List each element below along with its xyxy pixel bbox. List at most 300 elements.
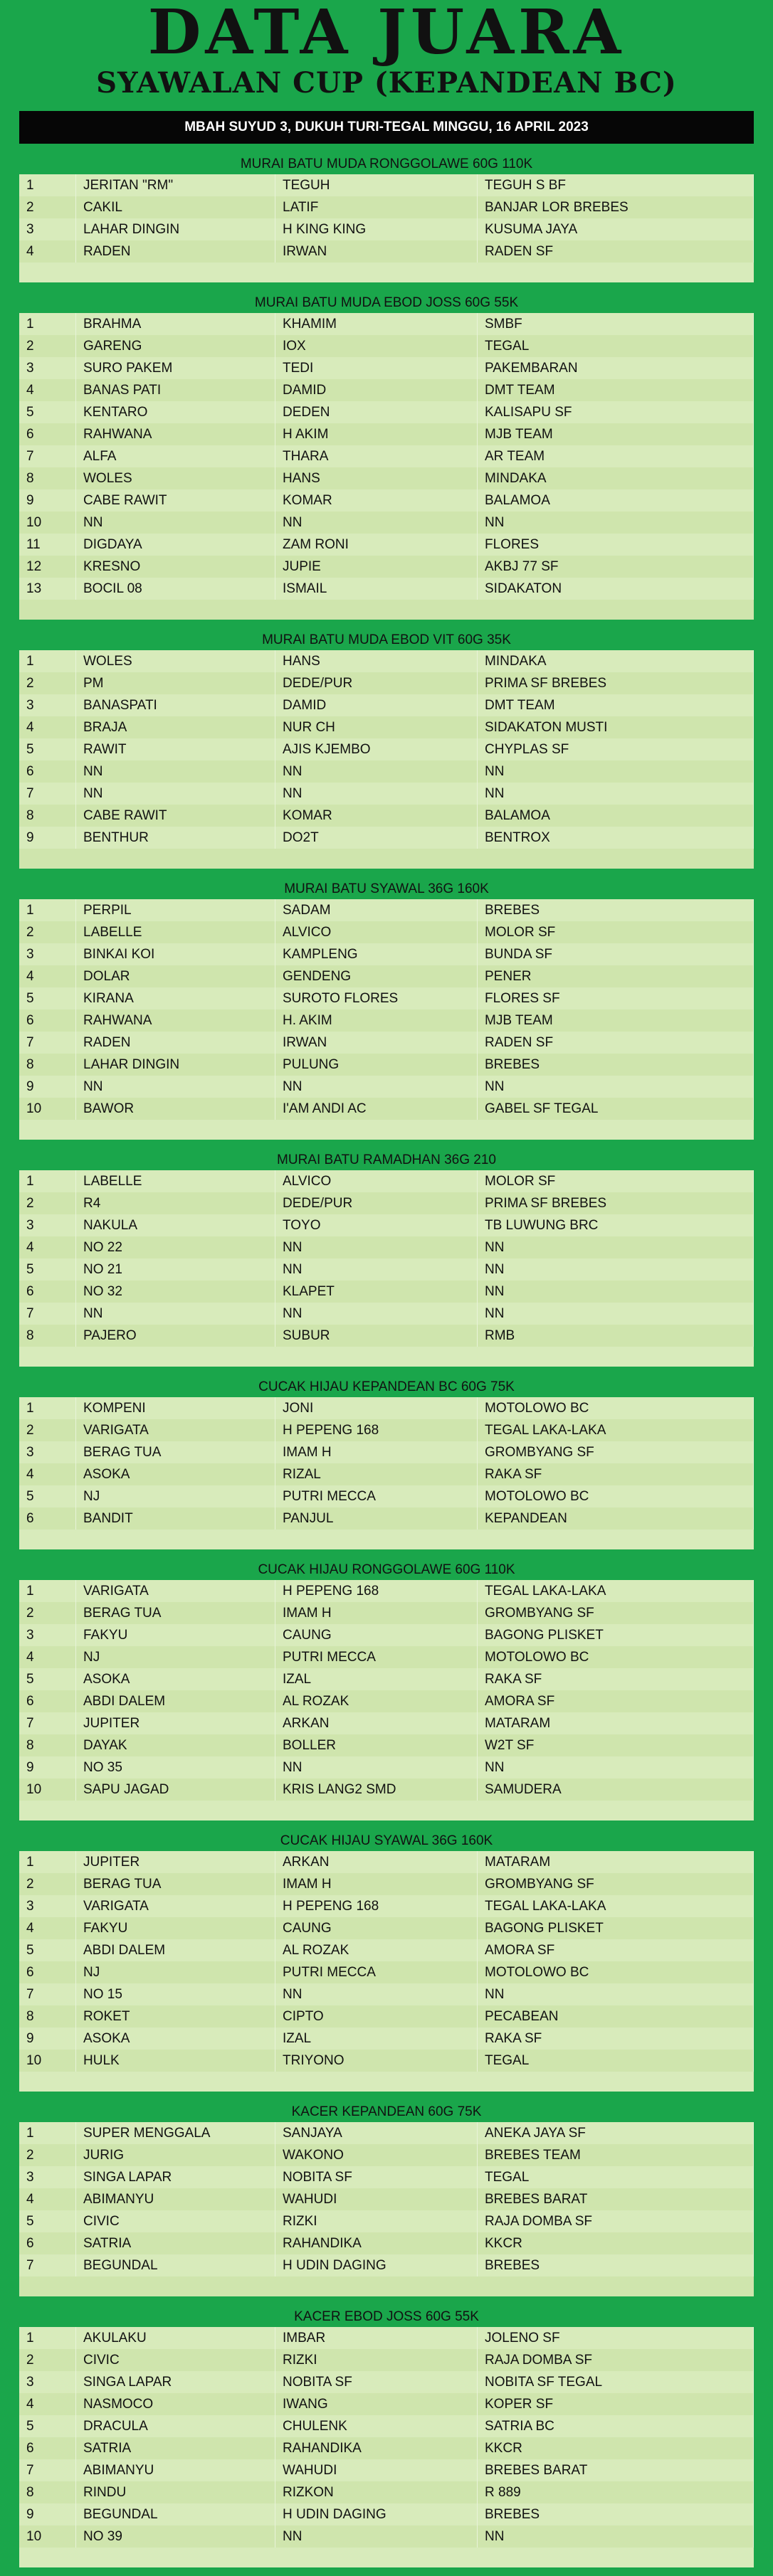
team-cell: RAKA SF <box>478 2028 754 2050</box>
table-row <box>19 1646 754 1668</box>
rank-cell: 6 <box>19 1507 76 1530</box>
table-row <box>19 512 754 534</box>
owner-cell: WAKONO <box>275 2144 478 2166</box>
team-cell: SIDAKATON <box>478 578 754 600</box>
bird-name-cell: JUPITER <box>76 1851 275 1873</box>
rank-cell: 8 <box>19 467 76 489</box>
team-cell: KALISAPU SF <box>478 401 754 423</box>
rank-cell: 1 <box>19 1851 76 1873</box>
rank-cell: 7 <box>19 1032 76 1054</box>
rank-cell: 6 <box>19 1009 76 1032</box>
bird-name-cell: JERITAN "RM" <box>76 174 275 196</box>
table-row <box>19 357 754 379</box>
owner-cell: NN <box>275 2525 478 2548</box>
bird-name-cell: NO 39 <box>76 2525 275 2548</box>
table-row <box>19 1325 754 1347</box>
section-gap <box>19 869 754 877</box>
table-row <box>19 379 754 401</box>
team-cell: NN <box>478 1076 754 1098</box>
team-cell: BANJAR LOR BREBES <box>478 196 754 218</box>
team-cell: JOLENO SF <box>478 2327 754 2349</box>
owner-cell: CAUNG <box>275 1917 478 1939</box>
bird-name-cell: ABDI DALEM <box>76 1690 275 1712</box>
section-title: CUCAK HIJAU RONGGOLAWE 60G 110K <box>19 1559 754 1580</box>
rank-cell: 8 <box>19 1325 76 1347</box>
bird-name-cell: VARIGATA <box>76 1580 275 1602</box>
bird-name-cell: WOLES <box>76 467 275 489</box>
results-table <box>19 2122 754 2296</box>
bird-name-cell: JURIG <box>76 2144 275 2166</box>
team-cell: BUNDA SF <box>478 943 754 965</box>
table-row <box>19 760 754 783</box>
team-cell: MOTOLOWO BC <box>478 1397 754 1419</box>
table-row <box>19 1236 754 1258</box>
table-row <box>19 489 754 512</box>
bird-name-cell: RADEN <box>76 1032 275 1054</box>
table-row <box>19 467 754 489</box>
team-cell: NN <box>478 783 754 805</box>
table-row <box>19 1734 754 1756</box>
rank-cell: 13 <box>19 578 76 600</box>
results-tables <box>19 152 754 2576</box>
rank-cell: 4 <box>19 1463 76 1485</box>
team-cell: BREBES <box>478 899 754 921</box>
table-row <box>19 2188 754 2210</box>
owner-cell: TRIYONO <box>275 2050 478 2072</box>
bird-name-cell: ALFA <box>76 445 275 467</box>
table-row <box>19 313 754 335</box>
bird-name-cell: NN <box>76 783 275 805</box>
table-row <box>19 694 754 716</box>
table-row <box>19 921 754 943</box>
team-cell: BREBES BARAT <box>478 2188 754 2210</box>
team-cell: TEGAL <box>478 2050 754 2072</box>
table-row <box>19 445 754 467</box>
team-cell: TB LUWUNG BRC <box>478 1214 754 1236</box>
rank-cell: 3 <box>19 357 76 379</box>
results-section <box>19 630 754 869</box>
table-row <box>19 1917 754 1939</box>
owner-cell: H PEPENG 168 <box>275 1580 478 1602</box>
team-cell: R 889 <box>478 2481 754 2503</box>
team-cell: MOTOLOWO BC <box>478 1485 754 1507</box>
team-cell: MATARAM <box>478 1851 754 1873</box>
owner-cell: DEDE/PUR <box>275 1192 478 1214</box>
bird-name-cell: SAPU JAGAD <box>76 1779 275 1801</box>
rank-cell: 5 <box>19 1939 76 1961</box>
team-cell: CHYPLAS SF <box>478 738 754 760</box>
owner-cell: DAMID <box>275 379 478 401</box>
blank-row <box>19 1530 754 1549</box>
rank-cell: 4 <box>19 1917 76 1939</box>
team-cell: BREBES <box>478 2503 754 2525</box>
owner-cell: DEDEN <box>275 401 478 423</box>
table-row <box>19 1009 754 1032</box>
rank-cell: 6 <box>19 760 76 783</box>
owner-cell: HANS <box>275 650 478 672</box>
bird-name-cell: ASOKA <box>76 1668 275 1690</box>
event-banner: MBAH SUYUD 3, DUKUH TURI-TEGAL MINGGU, 16 APRIL 2023 <box>19 111 754 144</box>
table-row <box>19 401 754 423</box>
rank-cell: 2 <box>19 196 76 218</box>
section-title: MURAI BATU RAMADHAN 36G 210 <box>19 1150 754 1170</box>
rank-cell: 8 <box>19 805 76 827</box>
table-row <box>19 556 754 578</box>
owner-cell: NN <box>275 1076 478 1098</box>
owner-cell: H PEPENG 168 <box>275 1419 478 1441</box>
team-cell: NN <box>478 1258 754 1281</box>
owner-cell: DEDE/PUR <box>275 672 478 694</box>
owner-cell: SUBUR <box>275 1325 478 1347</box>
owner-cell: H UDIN DAGING <box>275 2503 478 2525</box>
owner-cell: RIZKI <box>275 2210 478 2232</box>
owner-cell: IMBAR <box>275 2327 478 2349</box>
rank-cell: 3 <box>19 1895 76 1917</box>
rank-cell: 2 <box>19 2144 76 2166</box>
table-row <box>19 1507 754 1530</box>
bird-name-cell: NJ <box>76 1646 275 1668</box>
rank-cell: 2 <box>19 1602 76 1624</box>
table-row <box>19 783 754 805</box>
rank-cell: 5 <box>19 1668 76 1690</box>
results-section <box>19 1830 754 2092</box>
blank-row <box>19 2072 754 2092</box>
bird-name-cell: RAHWANA <box>76 423 275 445</box>
bird-name-cell: NAKULA <box>76 1214 275 1236</box>
owner-cell: RIZAL <box>275 1463 478 1485</box>
owner-cell: IWANG <box>275 2393 478 2415</box>
owner-cell: CAUNG <box>275 1624 478 1646</box>
team-cell: MOTOLOWO BC <box>478 1646 754 1668</box>
section-gap <box>19 620 754 628</box>
rank-cell: 5 <box>19 2415 76 2437</box>
results-section <box>19 154 754 282</box>
owner-cell: ISMAIL <box>275 578 478 600</box>
team-cell: ANEKA JAYA SF <box>478 2122 754 2144</box>
team-cell: SMBF <box>478 313 754 335</box>
owner-cell: KOMAR <box>275 489 478 512</box>
bird-name-cell: RINDU <box>76 2481 275 2503</box>
bird-name-cell: KRESNO <box>76 556 275 578</box>
rank-cell: 8 <box>19 1734 76 1756</box>
bird-name-cell: NO 21 <box>76 1258 275 1281</box>
owner-cell: ARKAN <box>275 1851 478 1873</box>
bird-name-cell: FAKYU <box>76 1624 275 1646</box>
team-cell: TEGAL <box>478 2166 754 2188</box>
rank-cell: 9 <box>19 2503 76 2525</box>
owner-cell: ZAM RONI <box>275 534 478 556</box>
team-cell: KKCR <box>478 2232 754 2254</box>
bird-name-cell: RAWIT <box>76 738 275 760</box>
bird-name-cell: CABE RAWIT <box>76 805 275 827</box>
rank-cell: 10 <box>19 2050 76 2072</box>
table-row <box>19 2254 754 2276</box>
table-row <box>19 1690 754 1712</box>
table-row <box>19 1961 754 1983</box>
team-cell: DMT TEAM <box>478 694 754 716</box>
bird-name-cell: VARIGATA <box>76 1895 275 1917</box>
table-row <box>19 1170 754 1192</box>
table-row <box>19 1983 754 2005</box>
owner-cell: NN <box>275 1303 478 1325</box>
owner-cell: RIZKI <box>275 2349 478 2371</box>
rank-cell: 2 <box>19 672 76 694</box>
table-row <box>19 2503 754 2525</box>
team-cell: RADEN SF <box>478 240 754 263</box>
rank-cell: 7 <box>19 1303 76 1325</box>
rank-cell: 8 <box>19 2005 76 2028</box>
results-section <box>19 1150 754 1367</box>
team-cell: BREBES <box>478 2254 754 2276</box>
team-cell: BALAMOA <box>478 489 754 512</box>
table-row <box>19 2525 754 2548</box>
owner-cell: H PEPENG 168 <box>275 1895 478 1917</box>
owner-cell: NUR CH <box>275 716 478 738</box>
rank-cell: 1 <box>19 650 76 672</box>
owner-cell: THARA <box>275 445 478 467</box>
team-cell: FLORES SF <box>478 987 754 1009</box>
owner-cell: SANJAYA <box>275 2122 478 2144</box>
bird-name-cell: LABELLE <box>76 921 275 943</box>
table-row <box>19 534 754 556</box>
bird-name-cell: KENTARO <box>76 401 275 423</box>
table-row <box>19 2050 754 2072</box>
team-cell: TEGUH S BF <box>478 174 754 196</box>
bird-name-cell: SINGA LAPAR <box>76 2166 275 2188</box>
owner-cell: IMAM H <box>275 1602 478 1624</box>
table-row <box>19 2371 754 2393</box>
owner-cell: ALVICO <box>275 921 478 943</box>
bird-name-cell: KIRANA <box>76 987 275 1009</box>
results-table <box>19 174 754 282</box>
team-cell: NN <box>478 1281 754 1303</box>
team-cell: NN <box>478 512 754 534</box>
table-row <box>19 1602 754 1624</box>
owner-cell: H KING KING <box>275 218 478 240</box>
bird-name-cell: BRAJA <box>76 716 275 738</box>
team-cell: NN <box>478 2525 754 2548</box>
rank-cell: 10 <box>19 1098 76 1120</box>
team-cell: W2T SF <box>478 1734 754 1756</box>
bird-name-cell: ROKET <box>76 2005 275 2028</box>
bird-name-cell: PM <box>76 672 275 694</box>
section-gap <box>19 282 754 291</box>
table-row <box>19 650 754 672</box>
bird-name-cell: NN <box>76 512 275 534</box>
bird-name-cell: BANDIT <box>76 1507 275 1530</box>
team-cell: NOBITA SF TEGAL <box>478 2371 754 2393</box>
table-row <box>19 2349 754 2371</box>
table-row <box>19 2166 754 2188</box>
bird-name-cell: BEGUNDAL <box>76 2254 275 2276</box>
bird-name-cell: PERPIL <box>76 899 275 921</box>
bird-name-cell: BANAS PATI <box>76 379 275 401</box>
owner-cell: IRWAN <box>275 240 478 263</box>
owner-cell: AJIS KJEMBO <box>275 738 478 760</box>
owner-cell: RAHANDIKA <box>275 2437 478 2459</box>
rank-cell: 1 <box>19 1170 76 1192</box>
blank-row <box>19 1801 754 1820</box>
rank-cell: 7 <box>19 1983 76 2005</box>
team-cell: PRIMA SF BREBES <box>478 1192 754 1214</box>
bird-name-cell: LABELLE <box>76 1170 275 1192</box>
rank-cell: 3 <box>19 2371 76 2393</box>
bird-name-cell: R4 <box>76 1192 275 1214</box>
team-cell: RMB <box>478 1325 754 1347</box>
team-cell: NN <box>478 760 754 783</box>
table-row <box>19 2327 754 2349</box>
section-title: MURAI BATU MUDA EBOD JOSS 60G 55K <box>19 292 754 313</box>
table-row <box>19 1624 754 1646</box>
owner-cell: SUROTO FLORES <box>275 987 478 1009</box>
section-gap <box>19 1367 754 1375</box>
bird-name-cell: ASOKA <box>76 1463 275 1485</box>
bird-name-cell: ABIMANYU <box>76 2459 275 2481</box>
bird-name-cell: BERAG TUA <box>76 1602 275 1624</box>
owner-cell: KHAMIM <box>275 313 478 335</box>
bird-name-cell: JUPITER <box>76 1712 275 1734</box>
team-cell: BREBES <box>478 1054 754 1076</box>
bird-name-cell: NO 15 <box>76 1983 275 2005</box>
bird-name-cell: DIGDAYA <box>76 534 275 556</box>
team-cell: SATRIA BC <box>478 2415 754 2437</box>
table-row <box>19 1851 754 1873</box>
team-cell: MOLOR SF <box>478 1170 754 1192</box>
owner-cell: NN <box>275 1236 478 1258</box>
results-table <box>19 1851 754 2092</box>
rank-cell: 2 <box>19 1192 76 1214</box>
table-row <box>19 2122 754 2144</box>
table-row <box>19 1258 754 1281</box>
team-cell: BREBES TEAM <box>478 2144 754 2166</box>
results-section <box>19 2306 754 2567</box>
bird-name-cell: BOCIL 08 <box>76 578 275 600</box>
bird-name-cell: NJ <box>76 1961 275 1983</box>
owner-cell: TEGUH <box>275 174 478 196</box>
team-cell: MJB TEAM <box>478 423 754 445</box>
table-row <box>19 1485 754 1507</box>
owner-cell: ARKAN <box>275 1712 478 1734</box>
table-row <box>19 738 754 760</box>
table-row <box>19 218 754 240</box>
owner-cell: IZAL <box>275 2028 478 2050</box>
team-cell: TEGAL <box>478 335 754 357</box>
results-table <box>19 1170 754 1367</box>
bird-name-cell: WOLES <box>76 650 275 672</box>
team-cell: RAKA SF <box>478 1668 754 1690</box>
team-cell: MOLOR SF <box>478 921 754 943</box>
bird-name-cell: NJ <box>76 1485 275 1507</box>
team-cell: AR TEAM <box>478 445 754 467</box>
team-cell: TEGAL LAKA-LAKA <box>478 1419 754 1441</box>
rank-cell: 8 <box>19 1054 76 1076</box>
owner-cell: JUPIE <box>275 556 478 578</box>
rank-cell: 7 <box>19 1712 76 1734</box>
owner-cell: WAHUDI <box>275 2188 478 2210</box>
table-row <box>19 1076 754 1098</box>
section-gap <box>19 1820 754 1829</box>
team-cell: NN <box>478 1756 754 1779</box>
bird-name-cell: DAYAK <box>76 1734 275 1756</box>
team-cell: BALAMOA <box>478 805 754 827</box>
owner-cell: AL ROZAK <box>275 1939 478 1961</box>
team-cell: AMORA SF <box>478 1690 754 1712</box>
table-row <box>19 2481 754 2503</box>
owner-cell: IOX <box>275 335 478 357</box>
rank-cell: 7 <box>19 2254 76 2276</box>
table-row <box>19 1397 754 1419</box>
table-row <box>19 827 754 849</box>
team-cell: KEPANDEAN <box>478 1507 754 1530</box>
owner-cell: NN <box>275 1756 478 1779</box>
rank-cell: 7 <box>19 445 76 467</box>
rank-cell: 9 <box>19 1756 76 1779</box>
team-cell: SAMUDERA <box>478 1779 754 1801</box>
owner-cell: NOBITA SF <box>275 2371 478 2393</box>
table-row <box>19 1668 754 1690</box>
table-row <box>19 1779 754 1801</box>
section-gap <box>19 1140 754 1148</box>
rank-cell: 10 <box>19 2525 76 2548</box>
bird-name-cell: NN <box>76 1303 275 1325</box>
bird-name-cell: RAHWANA <box>76 1009 275 1032</box>
rank-cell: 9 <box>19 2028 76 2050</box>
owner-cell: IMAM H <box>275 1873 478 1895</box>
bird-name-cell: GARENG <box>76 335 275 357</box>
team-cell: MINDAKA <box>478 650 754 672</box>
table-row <box>19 1712 754 1734</box>
table-row <box>19 2459 754 2481</box>
rank-cell: 1 <box>19 2327 76 2349</box>
rank-cell: 6 <box>19 2437 76 2459</box>
bird-name-cell: SATRIA <box>76 2232 275 2254</box>
results-section <box>19 1559 754 1820</box>
section-gap <box>19 1549 754 1558</box>
rank-cell: 3 <box>19 943 76 965</box>
blank-row <box>19 263 754 282</box>
team-cell: MJB TEAM <box>478 1009 754 1032</box>
team-cell: RAJA DOMBA SF <box>478 2349 754 2371</box>
owner-cell: PULUNG <box>275 1054 478 1076</box>
table-row <box>19 174 754 196</box>
team-cell: AKBJ 77 SF <box>478 556 754 578</box>
rank-cell: 2 <box>19 2349 76 2371</box>
owner-cell: RAHANDIKA <box>275 2232 478 2254</box>
owner-cell: NN <box>275 760 478 783</box>
rank-cell: 3 <box>19 1624 76 1646</box>
bird-name-cell: DRACULA <box>76 2415 275 2437</box>
section-gap <box>19 2296 754 2305</box>
table-row <box>19 1098 754 1120</box>
table-row <box>19 1281 754 1303</box>
bird-name-cell: ABDI DALEM <box>76 1939 275 1961</box>
section-title: KACER KEPANDEAN 60G 75K <box>19 2101 754 2122</box>
table-row <box>19 1214 754 1236</box>
section-gap <box>19 2092 754 2100</box>
bird-name-cell: HULK <box>76 2050 275 2072</box>
bird-name-cell: NO 32 <box>76 1281 275 1303</box>
owner-cell: CHULENK <box>275 2415 478 2437</box>
team-cell: BREBES BARAT <box>478 2459 754 2481</box>
owner-cell: PUTRI MECCA <box>275 1485 478 1507</box>
table-row <box>19 1756 754 1779</box>
owner-cell: H AKIM <box>275 423 478 445</box>
owner-cell: CIPTO <box>275 2005 478 2028</box>
results-section <box>19 292 754 620</box>
rank-cell: 4 <box>19 379 76 401</box>
section-title: MURAI BATU MUDA EBOD VIT 60G 35K <box>19 630 754 650</box>
rank-cell: 1 <box>19 1580 76 1602</box>
